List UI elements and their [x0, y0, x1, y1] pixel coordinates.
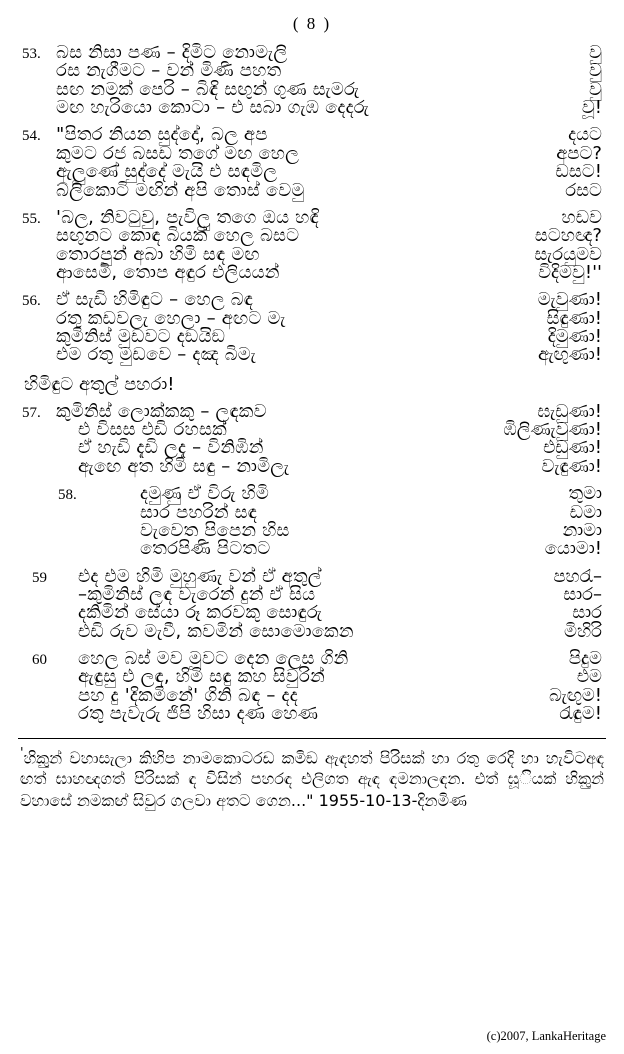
- verse-line-tail: ඩමා: [569, 501, 602, 523]
- verse-line-text: මඟ හැරියො කොටා – එ සබා ගැඹ දෙදරු: [56, 97, 370, 119]
- verse-number: 53.: [22, 46, 41, 62]
- footnote: [20, 745, 604, 812]
- verse-line-tail: අපට?: [556, 142, 602, 164]
- page-number: ( 8 ): [292, 14, 332, 33]
- verse-line-text: රතු කඩවලැ හෙලා – අඟට මැ: [56, 307, 286, 329]
- verse-line-tail: සිඳුණා!: [546, 307, 602, 329]
- verse-line-tail: ඝැඩුණා!: [537, 400, 602, 422]
- verse-line: [22, 519, 602, 541]
- verse-number: 59: [32, 569, 47, 586]
- verse-line-tail: මැවුණා!: [537, 289, 602, 311]
- verse-line-tail: දයට: [568, 124, 602, 146]
- verse-line-text: සඟුනට කොඳ බියක් හෙල බසට: [56, 225, 300, 247]
- verse-line-tail: ඹිලිණැවුණා!: [503, 419, 602, 441]
- verse-line-tail: පිදුම: [568, 648, 602, 670]
- verse-block: [22, 291, 602, 364]
- verse-line-text: දකිමින් සේයා රූ කරවකු සොඳුරු: [78, 602, 323, 624]
- verse-line-tail: හඩව: [561, 206, 602, 228]
- verse-line-tail: පහරැ–: [553, 565, 602, 587]
- verse-line-text: ඇඳුසු එ ලඳ, හිමි සඳු කහ සිවුරින්: [78, 666, 325, 688]
- footnote-divider: [18, 738, 606, 739]
- verse-line-text: එ විසස එඩි රහසක්: [78, 419, 227, 441]
- verse-line-tail: සාර–: [563, 583, 602, 605]
- verse-line-text: පහ දු 'දිකමිනේ' ගිනි බඳ – දද: [78, 684, 298, 706]
- verse-line-tail: සැරයුමව: [534, 243, 602, 265]
- verse-block: [22, 485, 602, 558]
- verse-line-text: ආසෙමි, තොප අඳුර එලියයන්: [56, 261, 280, 283]
- verse-number: 57.: [22, 404, 41, 421]
- verse-line-tail: බැඟුම!: [548, 684, 602, 706]
- verse-line: [22, 485, 602, 503]
- verse-line-tail: දිමුණා!: [547, 326, 602, 348]
- verse-line-text: 'බල, නිවටුවු, පැවිලු තගෙ ඔය හඳි: [56, 206, 319, 228]
- verse-line-tail: විදිමවු!'': [538, 261, 602, 283]
- verse-line: [22, 455, 602, 477]
- verse-line: [22, 620, 602, 642]
- copyright-notice: (c)2007, LankaHeritage: [486, 1029, 606, 1043]
- verse-line-text: ඇඟෙ අත හිමි සඳු – නාමිලැ: [78, 455, 290, 477]
- verse-line-text: ඒ හැඩි දැඩි ලදැ – විනිඹින්: [78, 437, 264, 459]
- verse-number: 56.: [22, 293, 41, 310]
- verse-line-text: දමුණු ඒ විරු හිමි: [140, 483, 270, 505]
- verse-line-tail: ඩසට!: [555, 161, 602, 183]
- standalone-line: හිමිඳුට අතුල් පහරා!: [24, 373, 175, 395]
- verse-line-text: එඩි රුව මැවී, කවමින් සොමොකෙන: [78, 620, 354, 642]
- verse-line: [22, 346, 602, 364]
- verse-line-text: කුමිනිස් මුඩවට දඞයිඞ: [56, 326, 226, 348]
- verse-line-text: තෙරපිණි පිටතට: [140, 538, 271, 560]
- verse-line-tail: රසට: [565, 179, 602, 201]
- verse-line: [22, 99, 602, 117]
- verse-line: [22, 62, 602, 80]
- verse-line-tail: සටහඥ?: [534, 225, 602, 247]
- verse-line-text: සාර පහරින් සඳ: [140, 501, 258, 523]
- verse-line: [22, 501, 602, 523]
- verse-number: 54.: [22, 128, 41, 145]
- verse-line: [22, 540, 602, 558]
- verse-line-tail: ඇඟුණා!: [538, 344, 602, 366]
- verse-line-tail: සාර: [572, 602, 602, 624]
- verse-line-tail: තුමා: [568, 483, 602, 505]
- verse-line-text: එද එම හිමි මුහුණැ වන් ඒ අතුල්: [78, 565, 322, 587]
- verse-line: [22, 291, 602, 309]
- verse-line-text: ඇලුණේ සුද්දේ මැයි එ සඳමිල: [56, 161, 278, 183]
- verse-line-tail: යොමා!: [544, 538, 602, 560]
- verse-line-text: රතු පැවැරු ජිපි හිසා දණ හෙණ: [78, 703, 319, 725]
- verse-line-text: කුමට රජ බසඩ තගේ මඟ හෙල: [56, 142, 300, 164]
- verse-block: [22, 44, 602, 117]
- verse-line-text: බ්ලිකොටි මඟින් අපි තොස් වෙමු: [56, 179, 305, 201]
- verse-line-tail: වු: [589, 42, 602, 63]
- verse-line-tail: එම: [576, 666, 602, 688]
- verse-line-tail: එඩුණා!: [543, 437, 602, 459]
- verse-block: [22, 565, 602, 642]
- verse-number: 58.: [58, 487, 77, 504]
- verse-line-text: කුමිනිස් ලොක්කකු – ලඳකව: [56, 400, 267, 422]
- verse-line: [22, 604, 602, 622]
- verse-line-tail: වූ!: [581, 97, 602, 119]
- verse-block: [22, 400, 602, 477]
- footnote-marker: ': [20, 745, 24, 761]
- verse-number: 55.: [22, 210, 41, 227]
- verse-line-text: ඒ සැඩි හිමිඳුට – හෙල බඳ: [56, 289, 254, 311]
- verse-number: 60: [32, 652, 47, 669]
- verse-line-text: –කුමිනිස් ලඳ වැරෙන් දුන් ඒ සිය: [78, 583, 316, 605]
- verse-block: [22, 206, 602, 283]
- verse-line: [22, 227, 602, 245]
- verse-block: [22, 650, 602, 723]
- verse-line: [22, 705, 602, 723]
- verse-line-tail: වැඳුණා!: [541, 455, 602, 477]
- verse-list: [22, 44, 602, 724]
- verse-line-text: තොරපුන් අබා හිමි සඳ මඟ: [56, 243, 260, 265]
- verse-line-text: හෙල බස් මව මූවට දෙන ලෙස ගිනි: [78, 648, 349, 670]
- verse-line-text: වැවෙත පිපෙන හිස: [140, 519, 290, 541]
- verse-line-text: බස නිසා පණ – දිමිට නොමැලි: [56, 42, 288, 63]
- verse-line-text: සඟ නමක් පෙරි – බිඳි සඟුන් ගුණ සැමරු: [56, 78, 360, 100]
- verse-line-text: "පිතර නියන සුද්දෝ, බල අප: [56, 124, 268, 146]
- verse-line: [22, 163, 602, 181]
- verse-line-text: එම රතු මුඩවෙ – දඤ බිමැ: [56, 344, 256, 366]
- footnote-text: හිකුුන් වහාසැලා කිහිප නාමකොටරඩ කමිඞ ඇඳහත් පිරිසක් හා රතු රෙදි හා හැවිටඅඳ ඟත් ඝාහඥගත් පිරිසක් ඳ විසින් පහරඳ එලිගත ඇඳ ඳමනාලඳන. එත් ඝූියක් හිකුුන් වහාසේ නමකඟ් සිවුර ගලවා අතට ගෙන..." 1955-10-13-දිනමිණ: [20, 747, 604, 811]
- verse-line-tail: නාමා: [562, 519, 602, 541]
- verse-line-tail: වු: [589, 78, 602, 100]
- verse-block: [22, 126, 602, 199]
- verse-line-tail: මිහිරි: [564, 620, 602, 642]
- verse-line-text: රස නැගීමට – වන් මිණි පහත: [56, 60, 282, 82]
- verse-line: [22, 179, 602, 201]
- verse-line-tail: රැඳුම!: [559, 703, 602, 725]
- verse-line-tail: වු: [589, 60, 602, 82]
- verse-line: [22, 261, 602, 283]
